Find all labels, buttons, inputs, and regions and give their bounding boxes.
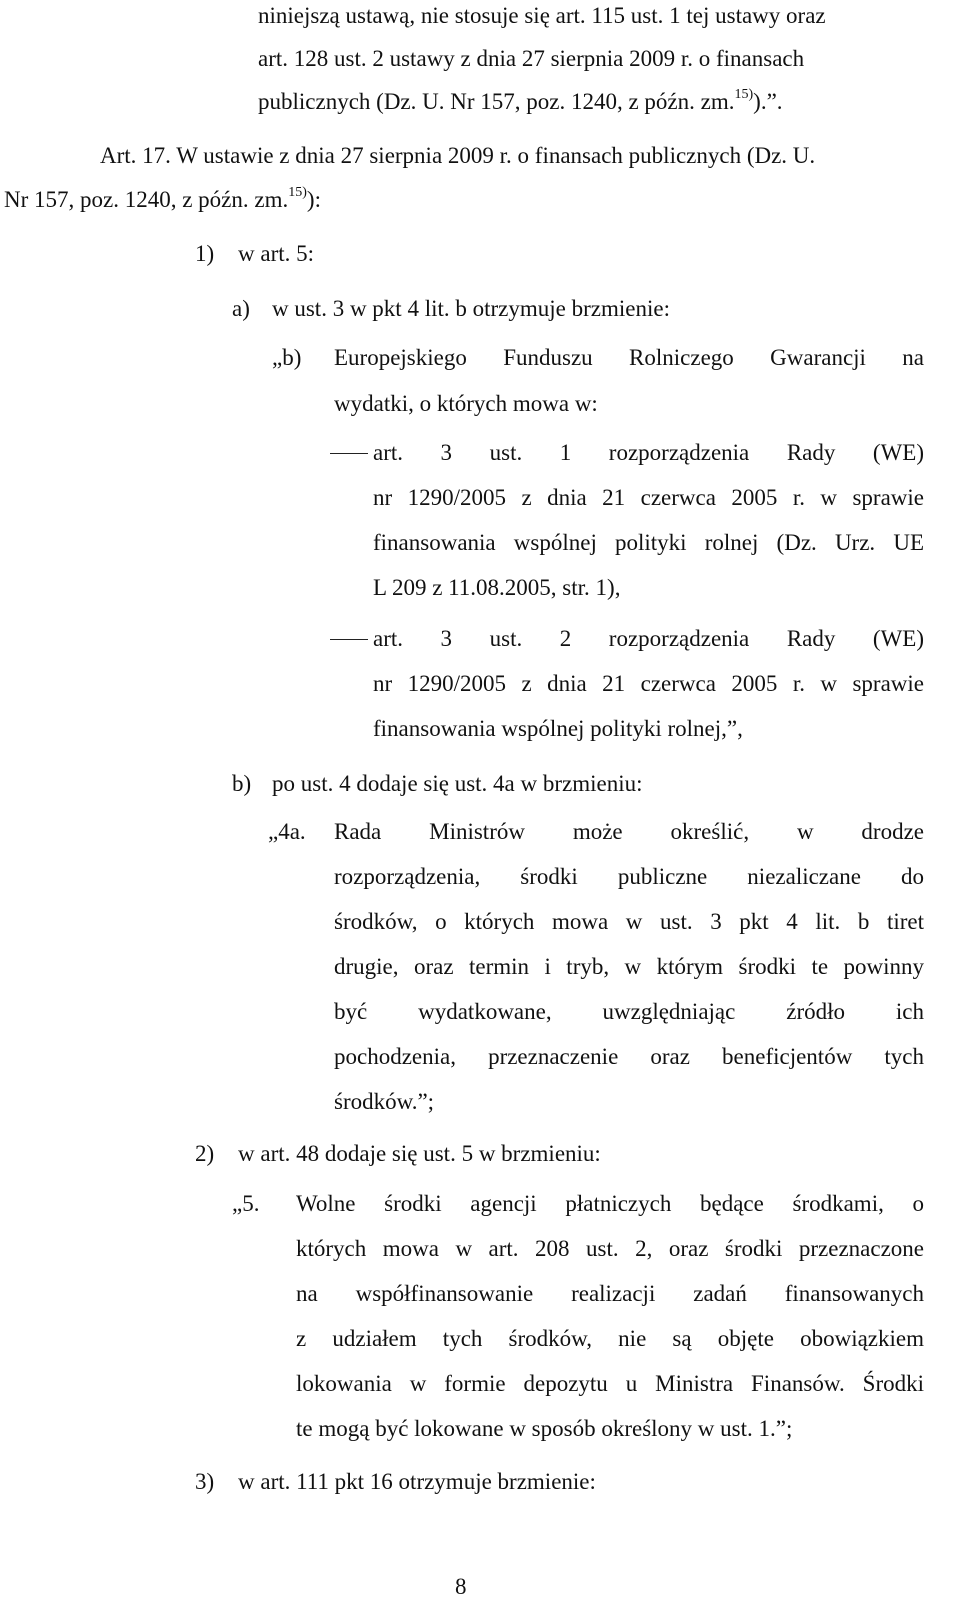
footnote-reference: 15) (734, 87, 754, 102)
dash-marker-icon (330, 639, 368, 640)
text-fragment: ).”. (753, 89, 783, 114)
text-line: których mowa w art. 208 ust. 2, oraz środki przeznaczone (296, 1236, 924, 1261)
text-line: w art. 5: (238, 241, 315, 266)
text-fragment: Nr 157, poz. 1240, z późn. zm. (4, 187, 289, 212)
text-line: w art. 111 pkt 16 otrzymuje brzmienie: (238, 1469, 596, 1494)
quoted-paragraph-number: „5. (232, 1191, 260, 1216)
text-line: art. 128 ust. 2 ustawy z dnia 27 sierpnia 2009 r. o finansach (258, 46, 805, 71)
text-fragment: ): (306, 187, 321, 212)
text-line: te mogą być lokowane w sposób określony w ust. 1.”; (296, 1416, 793, 1441)
point-number: 2) (195, 1141, 215, 1166)
text-line: środków, o których mowa w ust. 3 pkt 4 lit. b tiret (334, 909, 924, 934)
text-line: Rada Ministrów może określić, w drodze (334, 819, 924, 844)
text-line: rozporządzenia, środki publiczne niezaliczane do (334, 864, 924, 889)
page-number: 8 (455, 1574, 467, 1599)
quoted-letter-number: „b) (272, 345, 302, 370)
text-line: po ust. 4 dodaje się ust. 4a w brzmieniu: (272, 771, 643, 796)
text-line: L 209 z 11.08.2005, str. 1), (373, 575, 621, 600)
article-heading-line: Art. 17. W ustawie z dnia 27 sierpnia 2009 r. o finansach publicznych (Dz. U. (100, 143, 816, 168)
text-line: nr 1290/2005 z dnia 21 czerwca 2005 r. w sprawie (373, 485, 924, 510)
footnote-reference: 15) (288, 185, 307, 200)
letter-number: b) (232, 771, 252, 796)
text-line: art. 3 ust. 2 rozporządzenia Rady (WE) (373, 626, 924, 651)
text-line: pochodzenia, przeznaczenie oraz beneficjentów tych (334, 1044, 924, 1069)
text-line: być wydatkowane, uwzględniając źródło ich (334, 999, 924, 1024)
text-line: nr 1290/2005 z dnia 21 czerwca 2005 r. w sprawie (373, 671, 924, 696)
text-line: na współfinansowanie realizacji zadań finansowanych (296, 1281, 924, 1306)
text-line: niniejszą ustawą, nie stosuje się art. 115 ust. 1 tej ustawy oraz (258, 3, 826, 28)
text-line: wydatki, o których mowa w: (334, 391, 598, 416)
text-line: art. 3 ust. 1 rozporządzenia Rady (WE) (373, 440, 924, 465)
text-line: w art. 48 dodaje się ust. 5 w brzmieniu: (238, 1141, 601, 1166)
text-line: Europejskiego Funduszu Rolniczego Gwarancji na (334, 345, 924, 370)
text-line: drugie, oraz termin i tryb, w którym środki te powinny (334, 954, 924, 979)
dash-marker-icon (330, 453, 368, 454)
text-line (258, 88, 783, 120)
point-number: 3) (195, 1469, 215, 1494)
text-line: środków.”; (334, 1089, 435, 1114)
text-line: w ust. 3 w pkt 4 lit. b otrzymuje brzmienie: (272, 296, 670, 321)
quoted-paragraph-number: „4a. (268, 819, 306, 844)
text-line: finansowania wspólnej polityki rolnej,”, (373, 716, 743, 741)
text-line: Wolne środki agencji płatniczych będące środkami, o (296, 1191, 924, 1216)
text-line: z udziałem tych środków, nie są objęte obowiązkiem (296, 1326, 924, 1351)
text-line (4, 186, 321, 218)
letter-number: a) (232, 296, 250, 321)
point-number: 1) (195, 241, 215, 266)
text-line: lokowania w formie depozytu u Ministra Finansów. Środki (296, 1371, 924, 1396)
text-fragment: publicznych (Dz. U. Nr 157, poz. 1240, z późn. zm. (258, 89, 735, 114)
text-line: finansowania wspólnej polityki rolnej (Dz. Urz. UE (373, 530, 924, 555)
